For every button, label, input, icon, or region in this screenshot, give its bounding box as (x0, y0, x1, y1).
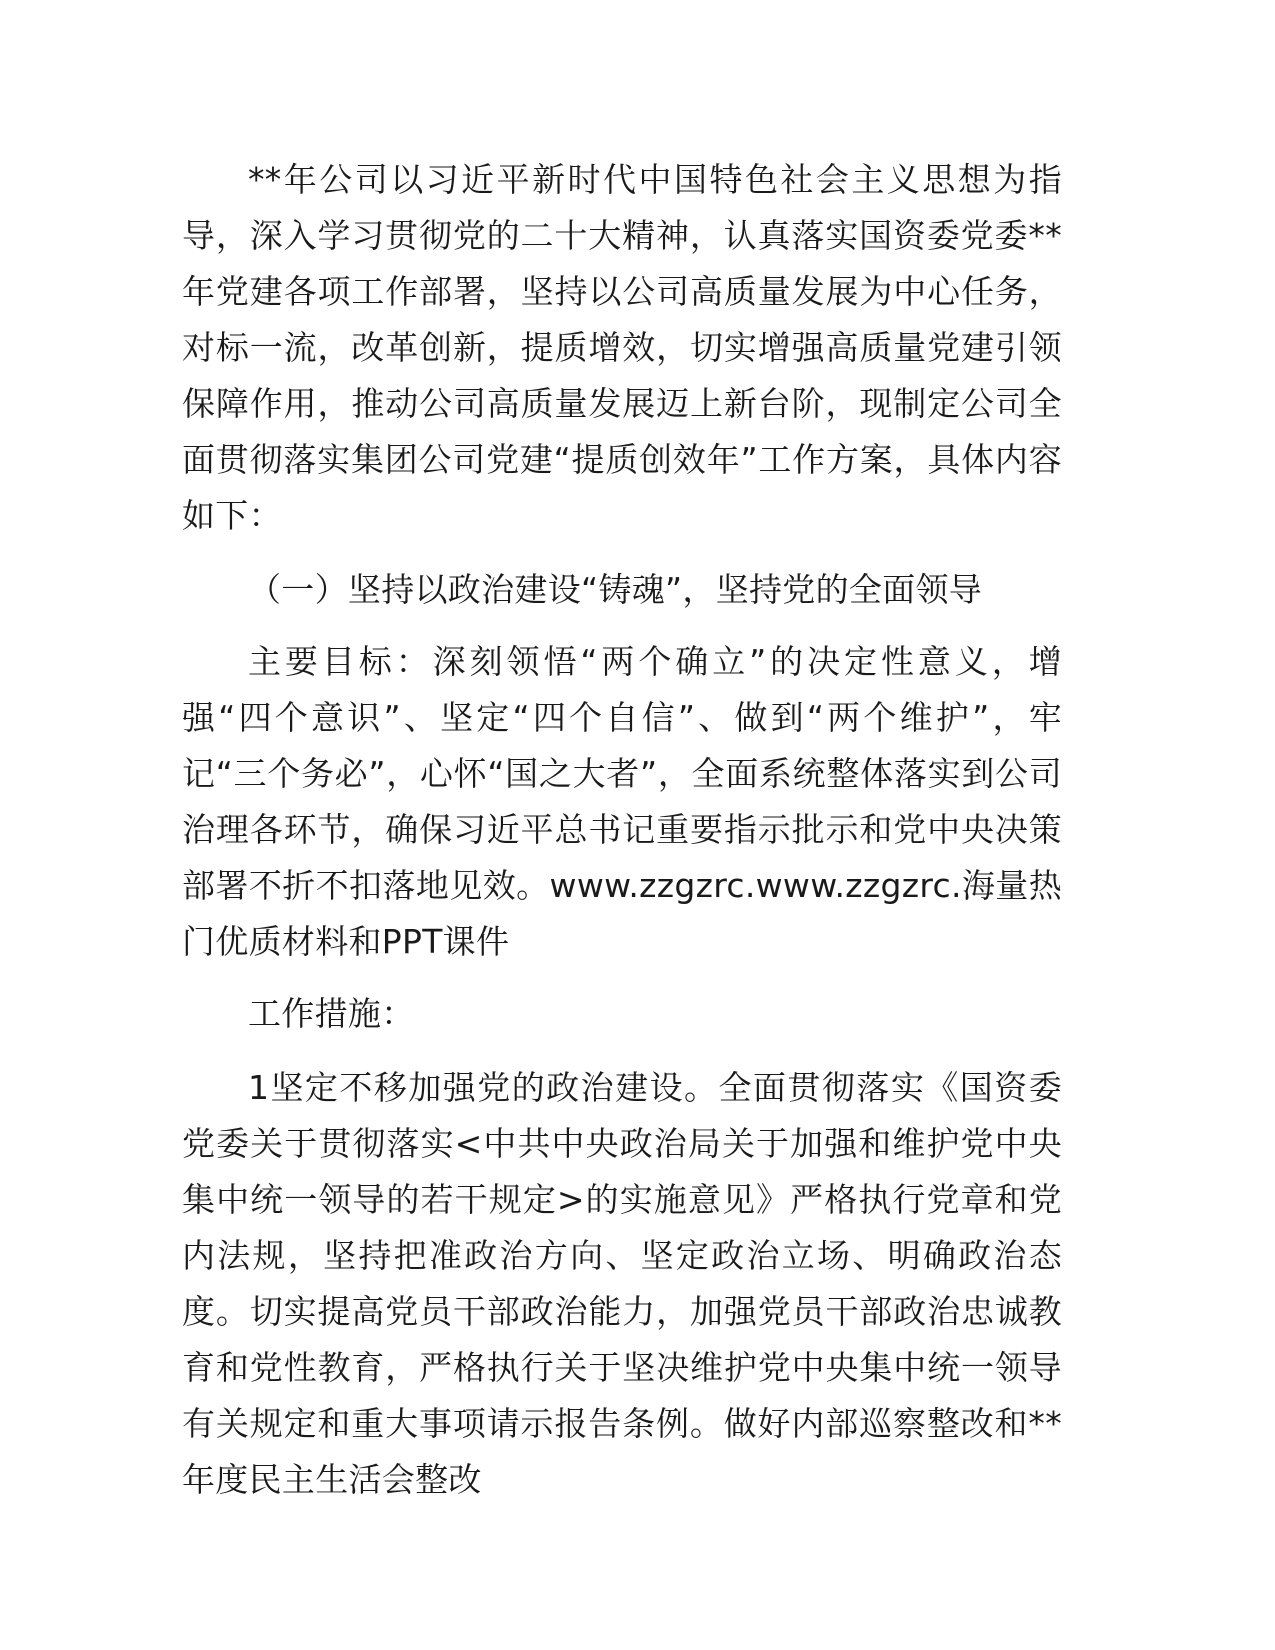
document-body (182, 152, 1062, 1508)
section-heading: （一）坚持以政治建设“铸魂”，坚持党的全面领导 (248, 570, 983, 609)
main-goal-paragraph: 主要目标：深刻领悟“两个确立”的决定性意义，增强“四个意识”、坚定“四个自信”、做到“两个维护”，牢记“三个务必”，心怀“国之大者”，全面系统整体落实到公司治理各环节，确保习近平总书记重要指示批示和党中央决策部署不折不扣落地见效。www.zzgzrc.www.zzgzrc.海量热门优质材料和PPT课件 (182, 642, 1062, 961)
intro-paragraph: **年公司以习近平新时代中国特色社会主义思想为指导，深入学习贯彻党的二十大精神，认真落实国资委党委**年党建各项工作部署，坚持以公司高质量发展为中心任务，对标一流，改革创新，提质增效，切实增强高质量党建引领保障作用，推动公司高质量发展迈上新台阶，现制定公司全面贯彻落实集团公司党建“提质创效年”工作方案，具体内容如下： (182, 160, 1062, 535)
work-measures-label: 工作措施： (248, 994, 415, 1033)
measure-1-paragraph: 1坚定不移加强党的政治建设。全面贯彻落实《国资委党委关于贯彻落实<中共中央政治局关于加强和维护党中央集中统一领导的若干规定>的实施意见》严格执行党章和党内法规，坚持把准政治方向、坚定政治立场、明确政治态度。切实提高党员干部政治能力，加强党员干部政治忠诚教育和党性教育，严格执行关于坚决维护党中央集中统一领导有关规定和重大事项请示报告条例。做好内部巡察整改和**年度民主生活会整改 (182, 1068, 1062, 1499)
